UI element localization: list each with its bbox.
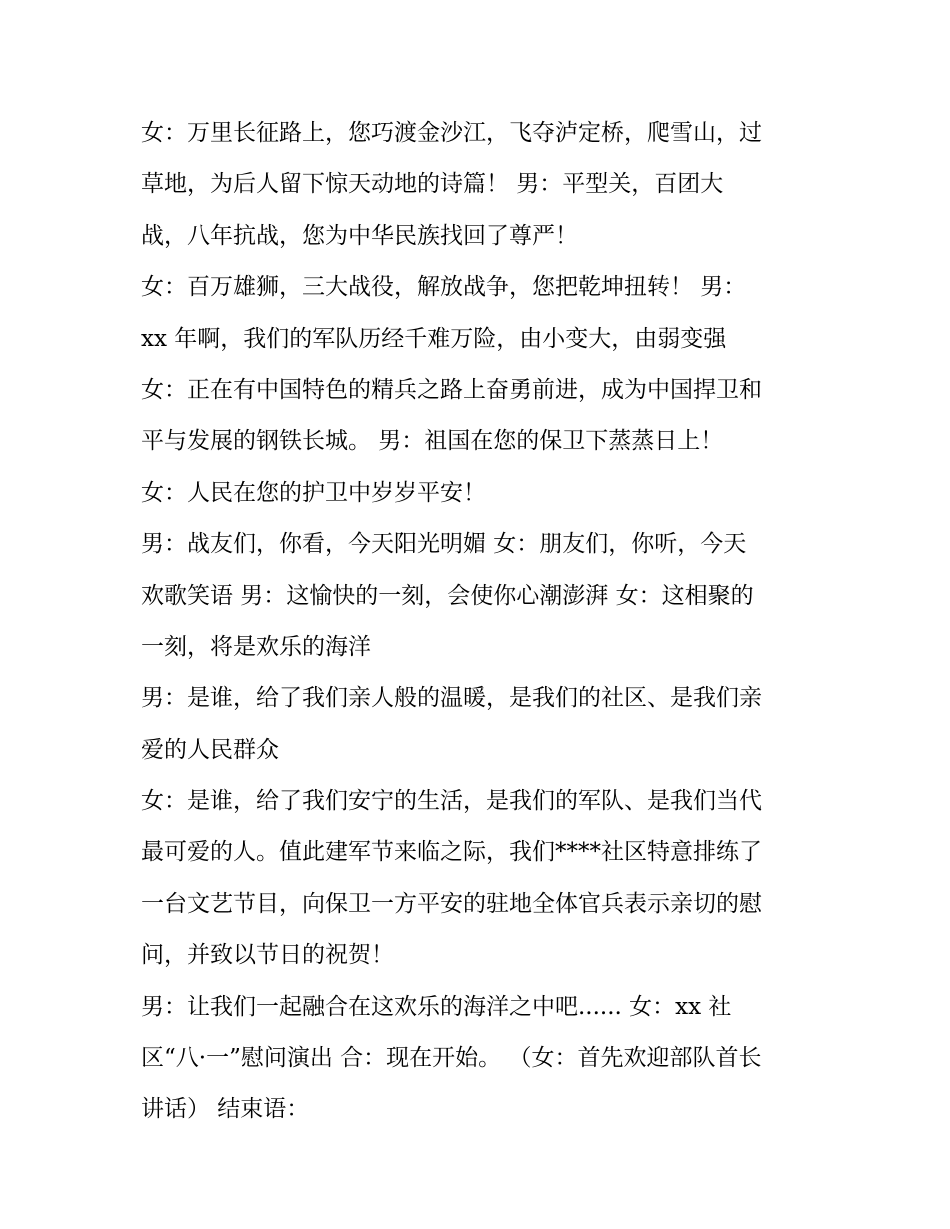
- text-line: 一刻，将是欢乐的海洋: [141, 633, 371, 660]
- text-line: 欢歌笑语 男：这愉快的一刻，会使你心潮澎湃 女：这相聚的: [141, 582, 754, 609]
- text-line: 男：让我们一起融合在这欢乐的海洋之中吧...... 女：xx 社: [141, 993, 732, 1020]
- text-line: 问，并致以节日的祝贺！: [141, 942, 394, 969]
- text-line: 最可爱的人。值此建军节来临之际，我们****社区特意排练了: [141, 839, 762, 866]
- text-line: xx 年啊，我们的军队历经千难万险，由小变大，由弱变强: [141, 325, 727, 352]
- text-line: 女：是谁，给了我们安宁的生活，是我们的军队、是我们当代: [141, 788, 762, 815]
- text-line: 草地，为后人留下惊天动地的诗篇！ 男：平型关，百团大: [141, 171, 724, 198]
- text-line: 女：百万雄狮，三大战役，解放战争，您把乾坤扭转！ 男：: [141, 274, 747, 301]
- text-line: 爱的人民群众: [141, 736, 279, 763]
- text-line: 区“八·一”慰问演出 合：现在开始。 （女：首先欢迎部队首长: [141, 1045, 762, 1072]
- text-line: 讲话） 结束语：: [141, 1096, 310, 1123]
- document-body: [141, 108, 821, 1136]
- text-line: 女：正在有中国特色的精兵之路上奋勇前进，成为中国捍卫和: [141, 376, 762, 403]
- text-line: 男：战友们，你看，今天阳光明媚 女：朋友们，你听，今天: [141, 531, 747, 558]
- text-line: 女：万里长征路上，您巧渡金沙江，飞夺泸定桥，爬雪山，过: [141, 120, 762, 146]
- text-line: 平与发展的钢铁长城。 男：祖国在您的保卫下蒸蒸日上！: [141, 428, 724, 455]
- text-line: 女：人民在您的护卫中岁岁平安！: [141, 479, 486, 506]
- text-line: 一台文艺节目，向保卫一方平安的驻地全体官兵表示亲切的慰: [141, 890, 762, 917]
- text-line: 男：是谁，给了我们亲人般的温暖，是我们的社区、是我们亲: [141, 685, 762, 712]
- text-line: 战，八年抗战，您为中华民族找回了尊严！: [141, 222, 578, 249]
